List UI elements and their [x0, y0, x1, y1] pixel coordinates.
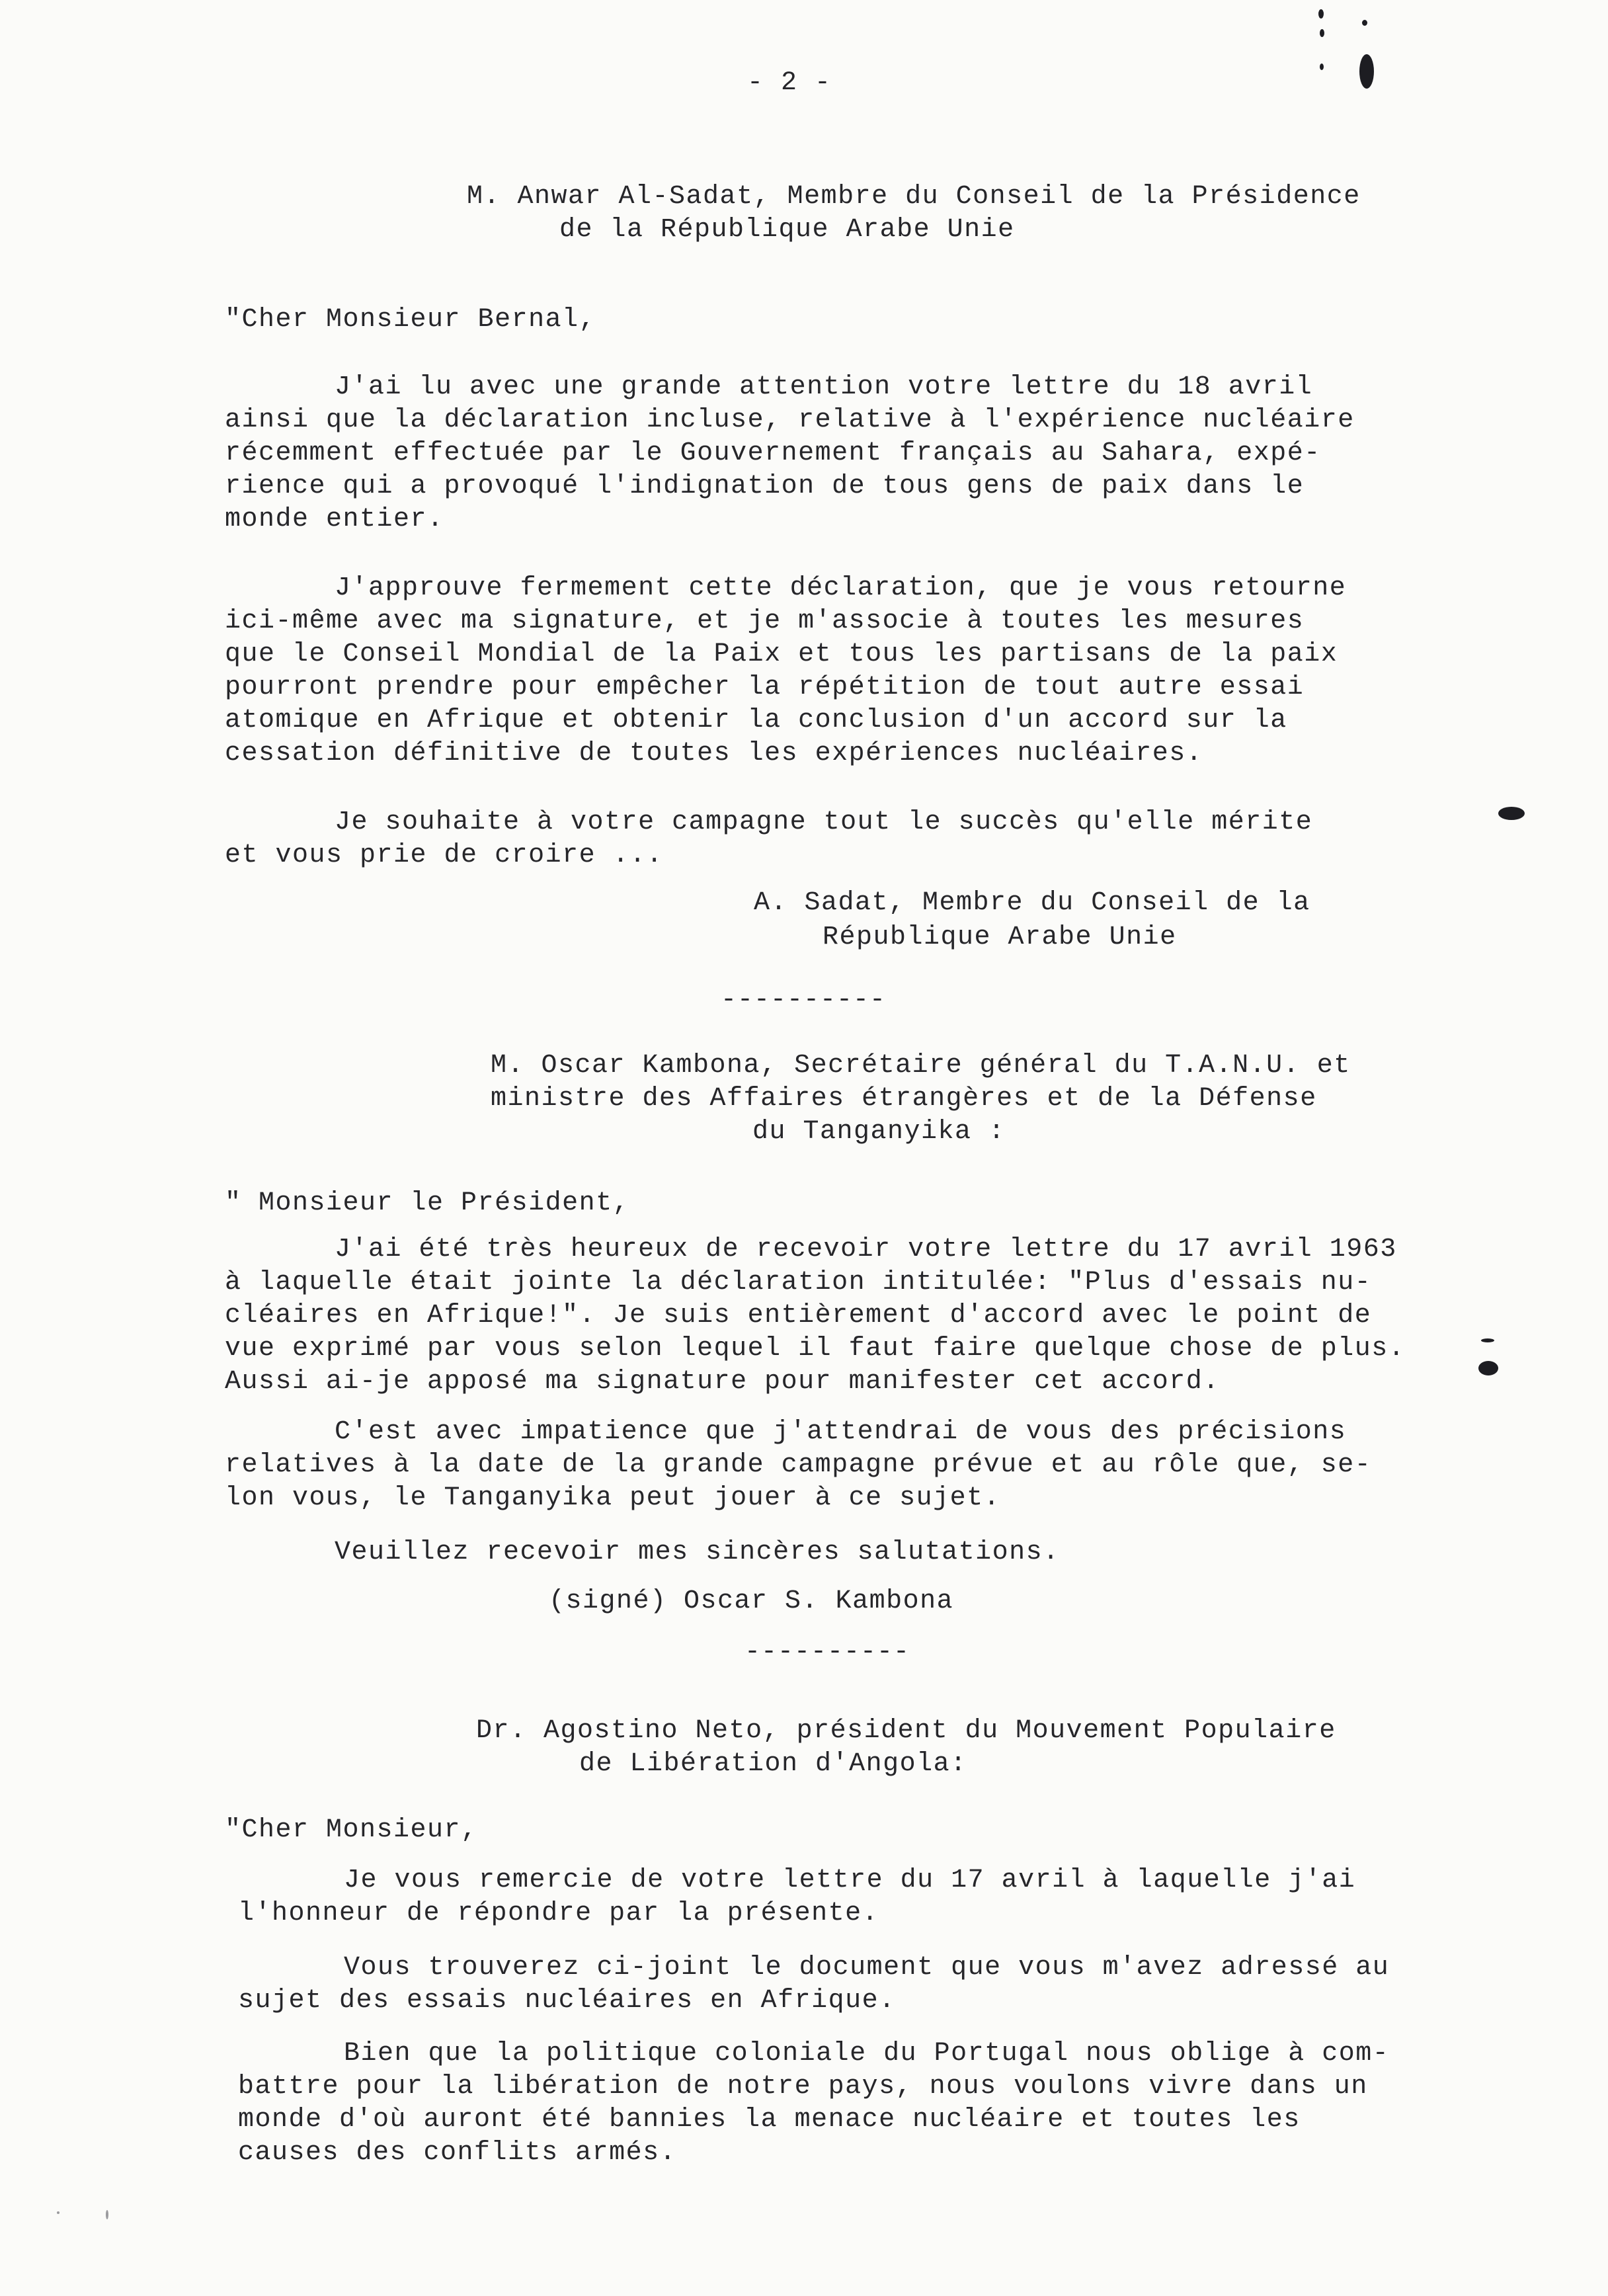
paragraph-line: ici-même avec ma signature, et je m'associe à toutes les mesures: [225, 606, 1305, 636]
paragraph-line: l'honneur de répondre par la présente.: [238, 1899, 879, 1928]
paragraph-line: récemment effectuée par le Gouvernement français au Sahara, expé-: [225, 438, 1321, 468]
paragraph-line: causes des conflits armés.: [238, 2138, 677, 2168]
paragraph-line: J'ai lu avec une grande attention votre lettre du 18 avril: [335, 372, 1313, 402]
speck: [57, 2211, 60, 2214]
paragraph-line: battre pour la libération de notre pays, nous voulons vivre dans un: [238, 2072, 1368, 2102]
ink-mark: [1498, 807, 1525, 820]
section-heading: M. Anwar Al-Sadat, Membre du Conseil de la Présidence: [467, 182, 1361, 212]
paragraph-line: ainsi que la déclaration incluse, relative à l'expérience nucléaire: [225, 405, 1355, 435]
section-heading: de Libération d'Angola:: [579, 1749, 967, 1779]
signature-line: République Arabe Unie: [823, 922, 1177, 952]
paragraph-line: monde d'où auront été bannies la menace nucléaire et toutes les: [238, 2105, 1301, 2135]
speck: [106, 2210, 108, 2219]
paragraph-line: lon vous, le Tanganyika peut jouer à ce sujet.: [225, 1483, 1001, 1513]
salutation: "Cher Monsieur Bernal,: [225, 305, 596, 335]
paragraph-line: J'approuve fermement cette déclaration, que je vous retourne: [335, 573, 1347, 603]
paragraph-line: Bien que la politique coloniale du Portugal nous oblige à com-: [344, 2039, 1390, 2069]
paragraph-line: Aussi ai-je apposé ma signature pour manifester cet accord.: [225, 1367, 1220, 1397]
separator: ----------: [744, 1637, 910, 1667]
paragraph-line: monde entier.: [225, 505, 444, 534]
paragraph-line: et vous prie de croire ...: [225, 840, 664, 870]
ink-mark: [1481, 1338, 1494, 1342]
paragraph-line: cléaires en Afrique!". Je suis entièrement d'accord avec le point de: [225, 1301, 1372, 1331]
paragraph-line: relatives à la date de la grande campagne prévue et au rôle que, se-: [225, 1450, 1372, 1480]
paragraph-line: sujet des essais nucléaires en Afrique.: [238, 1986, 896, 2016]
section-heading: du Tanganyika :: [752, 1117, 1006, 1147]
signature-line: A. Sadat, Membre du Conseil de la: [754, 888, 1310, 918]
section-heading: M. Oscar Kambona, Secrétaire général du T.A.N.U. et: [491, 1051, 1351, 1081]
paragraph-line: que le Conseil Mondial de la Paix et tous les partisans de la paix: [225, 639, 1338, 669]
section-heading: de la République Arabe Unie: [559, 215, 1015, 245]
paragraph-line: atomique en Afrique et obtenir la conclusion d'un accord sur la: [225, 706, 1287, 735]
paragraph-line: rience qui a provoqué l'indignation de tous gens de paix dans le: [225, 472, 1305, 501]
paragraph-line: Je souhaite à votre campagne tout le succès qu'elle mérite: [335, 807, 1313, 837]
section-heading: Dr. Agostino Neto, président du Mouvement Populaire: [476, 1716, 1336, 1746]
paragraph-line: cessation définitive de toutes les expériences nucléaires.: [225, 739, 1203, 768]
salutation: " Monsieur le Président,: [225, 1188, 630, 1218]
ink-mark: [1478, 1361, 1498, 1375]
salutation: "Cher Monsieur,: [225, 1815, 478, 1845]
paragraph-line: Veuillez recevoir mes sincères salutations.: [335, 1538, 1060, 1567]
paragraph-line: Vous trouverez ci-joint le document que vous m'avez adressé au: [344, 1953, 1390, 1983]
section-heading: ministre des Affaires étrangères et de la Défense: [491, 1084, 1317, 1114]
paragraph-line: C'est avec impatience que j'attendrai de vous des précisions: [335, 1417, 1347, 1447]
paragraph-line: à laquelle était jointe la déclaration intitulée: "Plus d'essais nu-: [225, 1268, 1372, 1297]
ink-mark: [1320, 63, 1324, 70]
separator: ----------: [721, 985, 887, 1015]
ink-mark: [1359, 54, 1374, 89]
paragraph-line: vue exprimé par vous selon lequel il faut faire quelque chose de plus.: [225, 1334, 1406, 1364]
page-number: - 2 -: [747, 68, 832, 98]
signature-line: (signé) Oscar S. Kambona: [549, 1586, 954, 1616]
ink-mark: [1320, 29, 1324, 37]
ink-mark: [1362, 20, 1367, 26]
paragraph-line: J'ai été très heureux de recevoir votre lettre du 17 avril 1963: [335, 1235, 1397, 1264]
ink-mark: [1318, 9, 1324, 19]
paragraph-line: pourront prendre pour empêcher la répétition de tout autre essai: [225, 673, 1305, 702]
paragraph-line: Je vous remercie de votre lettre du 17 avril à laquelle j'ai: [344, 1866, 1356, 1895]
